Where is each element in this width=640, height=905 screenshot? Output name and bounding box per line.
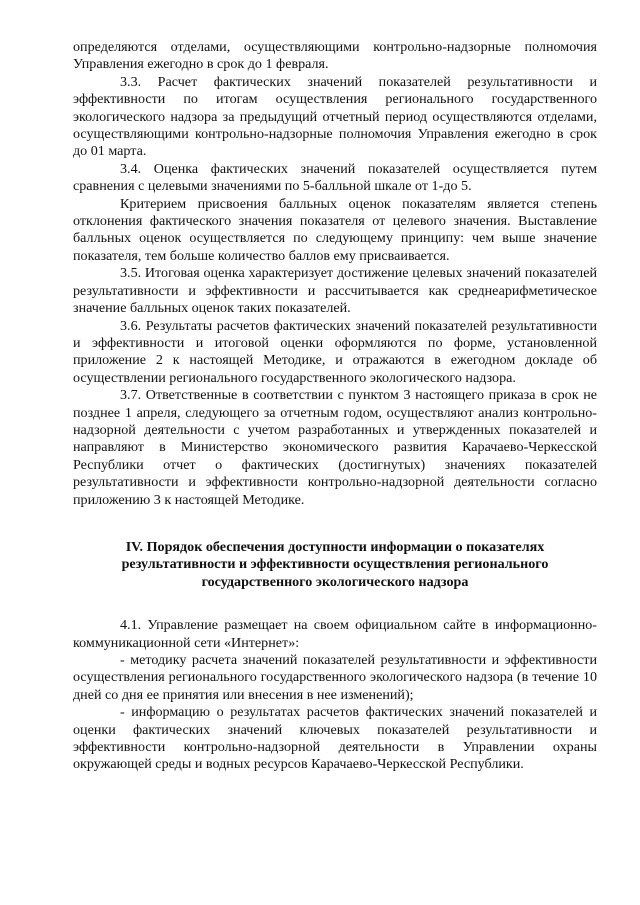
paragraph-3-3: 3.3. Расчет фактических значений показателей результативности и эффективности по итогам осуществления регионального государственного экологического надзора за предыдущий отчетный период осуществляются отделами, осуществляющими контрольно-надзорные полномочия Управления ежегодно в срок до 01 марта. (73, 73, 597, 160)
paragraph-3-2-tail: определяются отделами, осуществляющими контрольно-надзорные полномочия Управления ежегодно в срок до 1 февраля. (73, 39, 597, 73)
section-iv-heading (73, 539, 597, 591)
list-item-results-info: - информацию о результатах расчетов фактических значений показателей и оценки фактических значений ключевых показателей результативности и эффективности контрольно-надзорной деятельности в Управлении охраны окружающей среды и водных ресурсов Карачаево-Черкесской Республики. (73, 704, 597, 773)
paragraph-criteria: Критерием присвоения балльных оценок показателям является степень отклонения фактического значения показателя от целевого значения. Выставление балльных оценок осуществляется по следующему принципу: чем выше значение показателя, тем больше количество баллов ему присваивается. (73, 195, 597, 264)
document-page (73, 39, 597, 774)
paragraph-3-4: 3.4. Оценка фактических значений показателей осуществляется путем сравнения с целевыми значениями по 5-балльной шкале от 1-до 5. (73, 160, 597, 195)
paragraph-4-1: 4.1. Управление размещает на своем официальном сайте в информационно-коммуникационной сети «Интернет»: (73, 617, 597, 651)
section-iv-heading-line-1: IV. Порядок обеспечения доступности информации о показателях (125, 538, 545, 555)
paragraph-3-6: 3.6. Результаты расчетов фактических значений показателей результативности и эффективности и итоговой оценки оформляются по форме, установленной приложение 2 к настоящей Методике, и отражаются в ежегодном докладе об осуществлении регионального государственного экологического надзора. (73, 317, 597, 386)
list-item-methodology: - методику расчета значений показателей результативности и эффективности осуществления регионального государственного экологического надзора (в течение 10 дней со дня ее принятия или внесения в нее изменений); (73, 652, 597, 703)
section-iv-heading-line-3: государственного экологического надзора (201, 573, 469, 590)
paragraph-3-5: 3.5. Итоговая оценка характеризует достижение целевых значений показателей результативности и эффективности и рассчитывается как среднеарифметическое значение балльных оценок таких показателей. (73, 265, 597, 317)
section-iv-heading-line-2: результативности и эффективности осуществления регионального (121, 556, 549, 573)
paragraph-3-7: 3.7. Ответственные в соответствии с пунктом 3 настоящего приказа в срок не позднее 1 апреля, следующего за отчетным годом, осуществляют анализ контрольно-надзорной деятельности с учетом разработанных и утвержденных показателей и направляют в Министерство экономического развития Карачаево-Черкесской Республики отчет о фактических (достигнутых) значениях показателей результативности и эффективности контрольно-надзорной деятельности согласно приложению 3 к настоящей Методике. (73, 387, 597, 508)
